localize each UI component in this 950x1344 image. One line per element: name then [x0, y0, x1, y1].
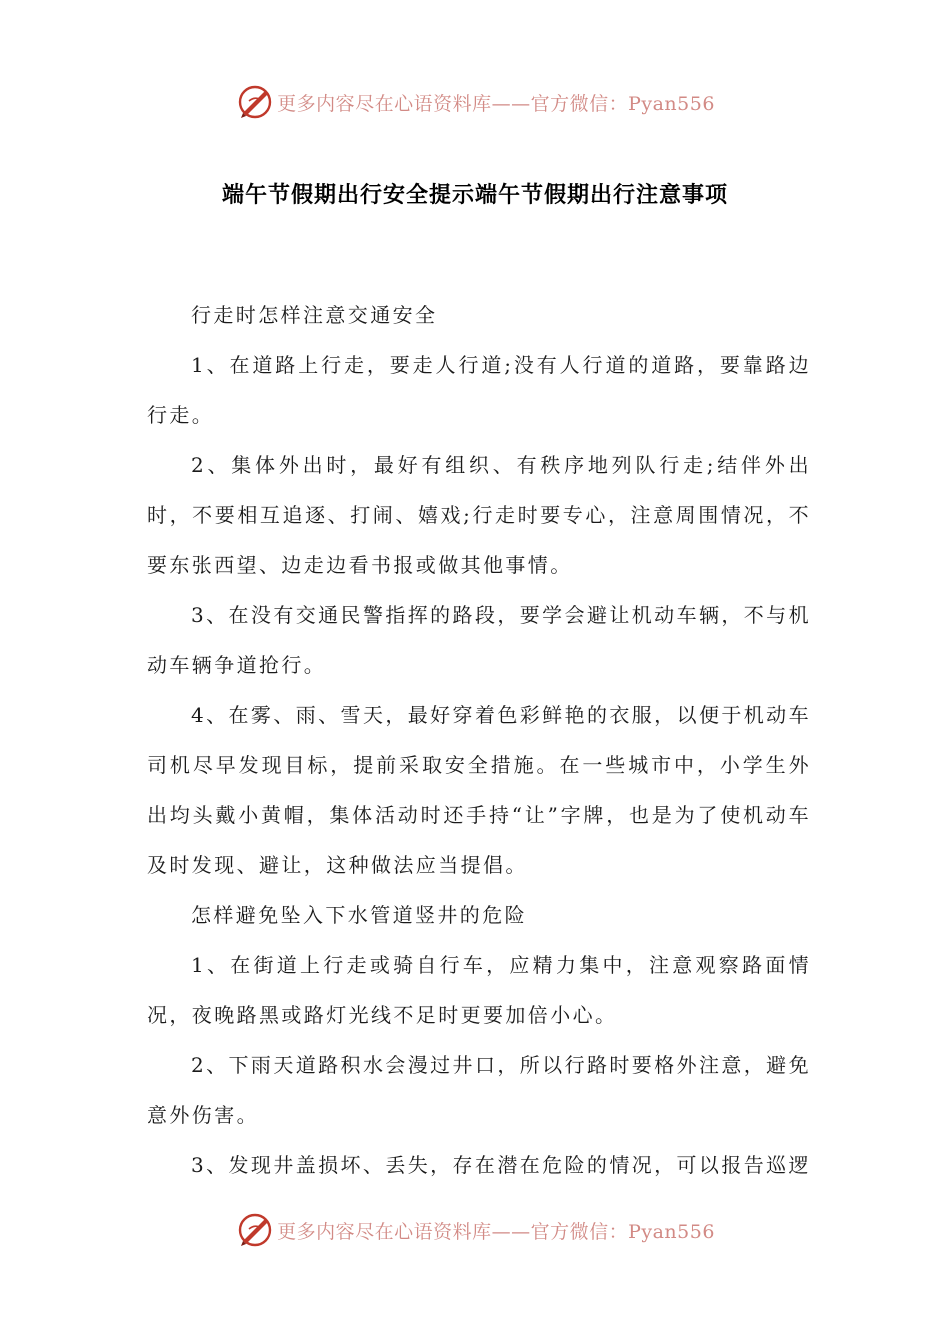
- document-body: [147, 290, 811, 1190]
- body-paragraph: 3、在没有交通民警指挥的路段，要学会避让机动车辆，不与机动车辆争道抢行。: [147, 603, 811, 677]
- watermark-text: 更多内容尽在心语资料库——官方微信：Pyan556: [277, 92, 715, 115]
- pen-logo-icon: [235, 82, 275, 122]
- watermark-banner-top: [0, 80, 950, 124]
- body-paragraph: 1、在街道上行走或骑自行车，应精力集中，注意观察路面情况，夜晚路黑或路灯光线不足时更要加倍小心。: [147, 953, 811, 1027]
- body-paragraph: 4、在雾、雨、雪天，最好穿着色彩鲜艳的衣服，以便于机动车司机尽早发现目标，提前采取安全措施。在一些城市中，小学生外出均头戴小黄帽，集体活动时还手持“让”字牌，也是为了使机动车及时发现、避让，这种做法应当提倡。: [147, 703, 811, 877]
- pen-logo-icon: [235, 1210, 275, 1250]
- watermark-banner-bottom: [0, 1208, 950, 1252]
- body-paragraph: 3、发现井盖损坏、丢失，存在潜在危险的情况，可以报告巡逻: [191, 1153, 811, 1177]
- body-paragraph: 2、下雨天道路积水会漫过井口，所以行路时要格外注意，避免意外伤害。: [147, 1053, 811, 1127]
- section-heading-manhole: 怎样避免坠入下水管道竖井的危险: [191, 903, 527, 927]
- body-paragraph: 1、在道路上行走，要走人行道;没有人行道的道路，要靠路边行走。: [147, 353, 811, 427]
- watermark-text: 更多内容尽在心语资料库——官方微信：Pyan556: [277, 1220, 715, 1243]
- body-paragraph: 2、集体外出时，最好有组织、有秩序地列队行走;结伴外出时，不要相互追逐、打闹、嬉戏;行走时要专心，注意周围情况，不要东张西望、边走边看书报或做其他事情。: [147, 453, 811, 577]
- section-heading-walking: 行走时怎样注意交通安全: [191, 303, 438, 327]
- document-title: 端午节假期出行安全提示端午节假期出行注意事项: [221, 183, 728, 208]
